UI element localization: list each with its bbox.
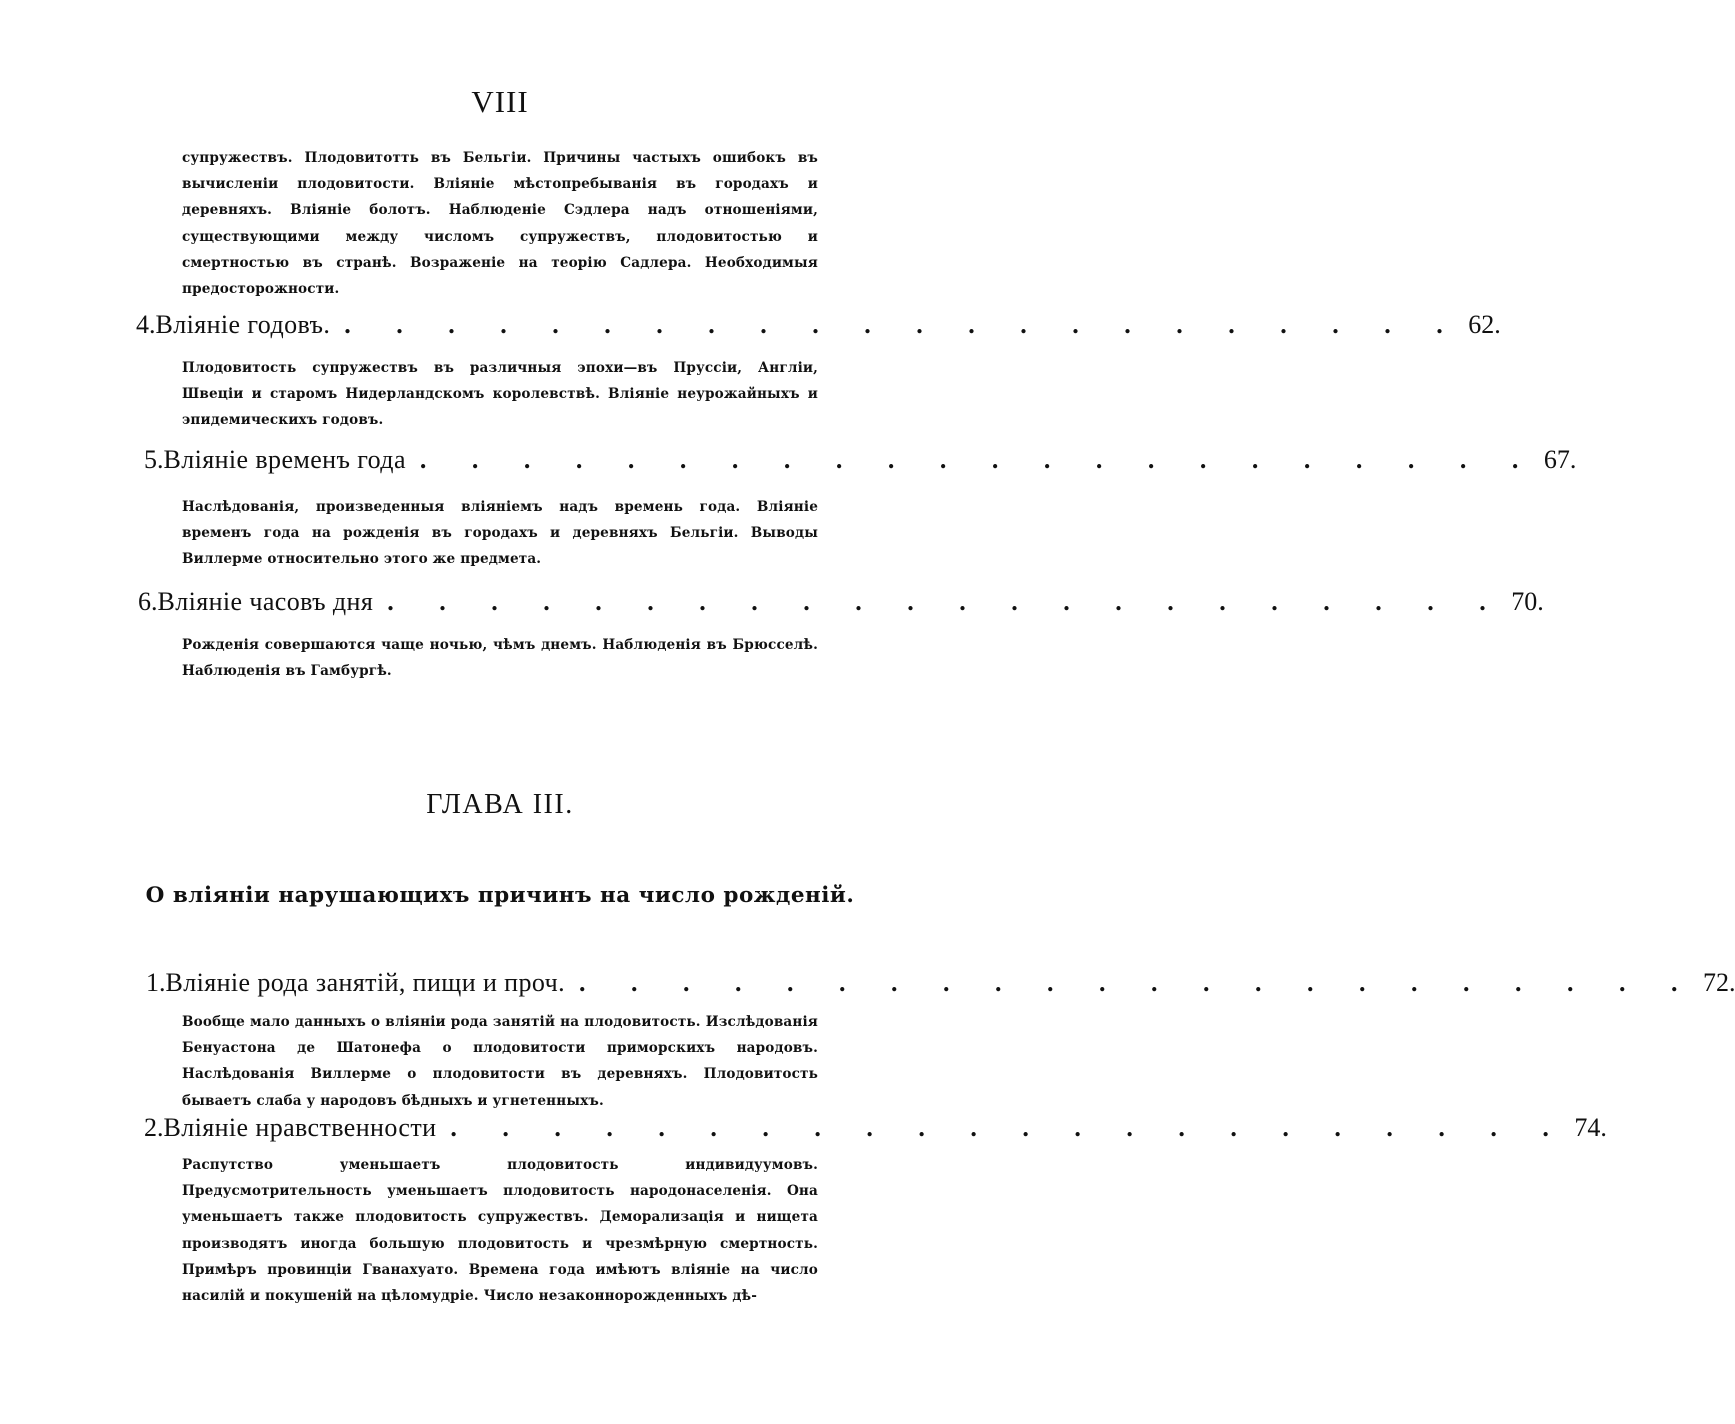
toc-entry-2-title: Вліяніе нравственности [163, 1113, 437, 1142]
toc-entry-5-page: 67. [1543, 445, 1577, 474]
chapter-heading: ГЛАВА III. [426, 789, 574, 820]
intro-continuation-text: супружествъ. Плодовитотть въ Бельгіи. Причины частыхъ ошибокъ въ вычисленіи плодовитости. Вліяніе мѣстопребыванія въ городахъ и деревняхъ. Вліяніе болотъ. Наблюденіе Сэдлера надъ отношеніями, существующими между числомъ супружествъ, плодовитостью и смертностью въ странѣ. Возраженіе на теорію Садлера. Необходимыя предосторожности. [182, 150, 818, 298]
toc-entry-2-summary: Распутство уменьшаетъ плодовитость индивидуумовъ. Предусмотрительность уменьшаетъ плодовитость народонаселенія. Она уменьшаетъ также плодовитость супружествъ. Деморализація и нищета производятъ иногда большую плодовитость и чрезмѣрную смертность. Примѣръ провинціи Гванахуато. Времена года имѣютъ вліяніе на число насилій и покушеній на цѣломудріе. Число незаконнорожденныхъ дѣ- [182, 1157, 818, 1305]
toc-entry-1-page: 72. [1702, 968, 1735, 997]
toc-entry-4-page: 62. [1468, 310, 1501, 339]
dot-leader: . . . . . . . . . . . . . . . . . . . . . . [450, 1113, 1569, 1142]
toc-entry-6-title: Вліяніе часовъ дня [157, 587, 374, 616]
toc-entry-5-number: 5. [144, 445, 164, 474]
toc-entry-2-page: 74. [1574, 1113, 1607, 1142]
toc-entry-2 [144, 1113, 1607, 1143]
toc-entry-1-number: 1. [146, 968, 166, 997]
dot-leader: . . . . . . . . . . . . . . . . . . . . . . [387, 587, 1506, 616]
toc-entry-4 [136, 310, 1501, 340]
toc-entry-6 [138, 587, 1544, 617]
toc-entry-1-title: Вліяніе рода занятій, пищи и проч. [165, 968, 565, 997]
dot-leader: . . . . . . . . . . . . . . . . . . . . . . [344, 310, 1463, 339]
toc-entry-4-summary: Плодовитость супружествъ въ различныя эпохи—въ Пруссіи, Англіи, Швеціи и старомъ Нидерландскомъ королевствѣ. Вліяніе неурожайныхъ и эпидемическихъ годовъ. [182, 360, 818, 429]
toc-entry-5 [144, 445, 1577, 475]
toc-entry-6-summary: Рожденія совершаются чаще ночью, чѣмъ днемъ. Наблюденія въ Брюсселѣ. Наблюденія въ Гамбургѣ. [182, 637, 818, 680]
dot-leader: . . . . . . . . . . . . . . . . . . . . . . [578, 968, 1697, 997]
toc-entry-5-summary: Наслѣдованія, произведенныя вліяніемъ надъ времень года. Вліяніе временъ года на рожденія въ городахъ и деревняхъ Бельгіи. Выводы Виллерме относительно этого же предмета. [182, 499, 818, 568]
toc-entry-5-title: Вліяніе временъ года [163, 445, 406, 474]
toc-entry-6-number: 6. [138, 587, 158, 616]
page-number: VIII [471, 84, 529, 119]
chapter-subtitle: О вліяніи нарушающихъ причинъ на число рожденій. [145, 883, 855, 908]
dot-leader: . . . . . . . . . . . . . . . . . . . . . . [419, 445, 1538, 474]
toc-entry-4-title: Вліяніе годовъ. [155, 310, 331, 339]
toc-entry-6-page: 70. [1511, 587, 1544, 616]
toc-entry-2-number: 2. [144, 1113, 164, 1142]
toc-entry-1-summary: Вообще мало данныхъ о вліяніи рода занятій на плодовитость. Изслѣдованія Бенуастона де Шатонефа о плодовитости приморскихъ народовъ. Наслѣдованія Виллерме о плодовитости въ деревняхъ. Плодовитость бываетъ слаба у народовъ бѣдныхъ и угнетенныхъ. [182, 1014, 818, 1109]
toc-entry-1 [146, 968, 1735, 998]
toc-entry-4-number: 4. [136, 310, 156, 339]
